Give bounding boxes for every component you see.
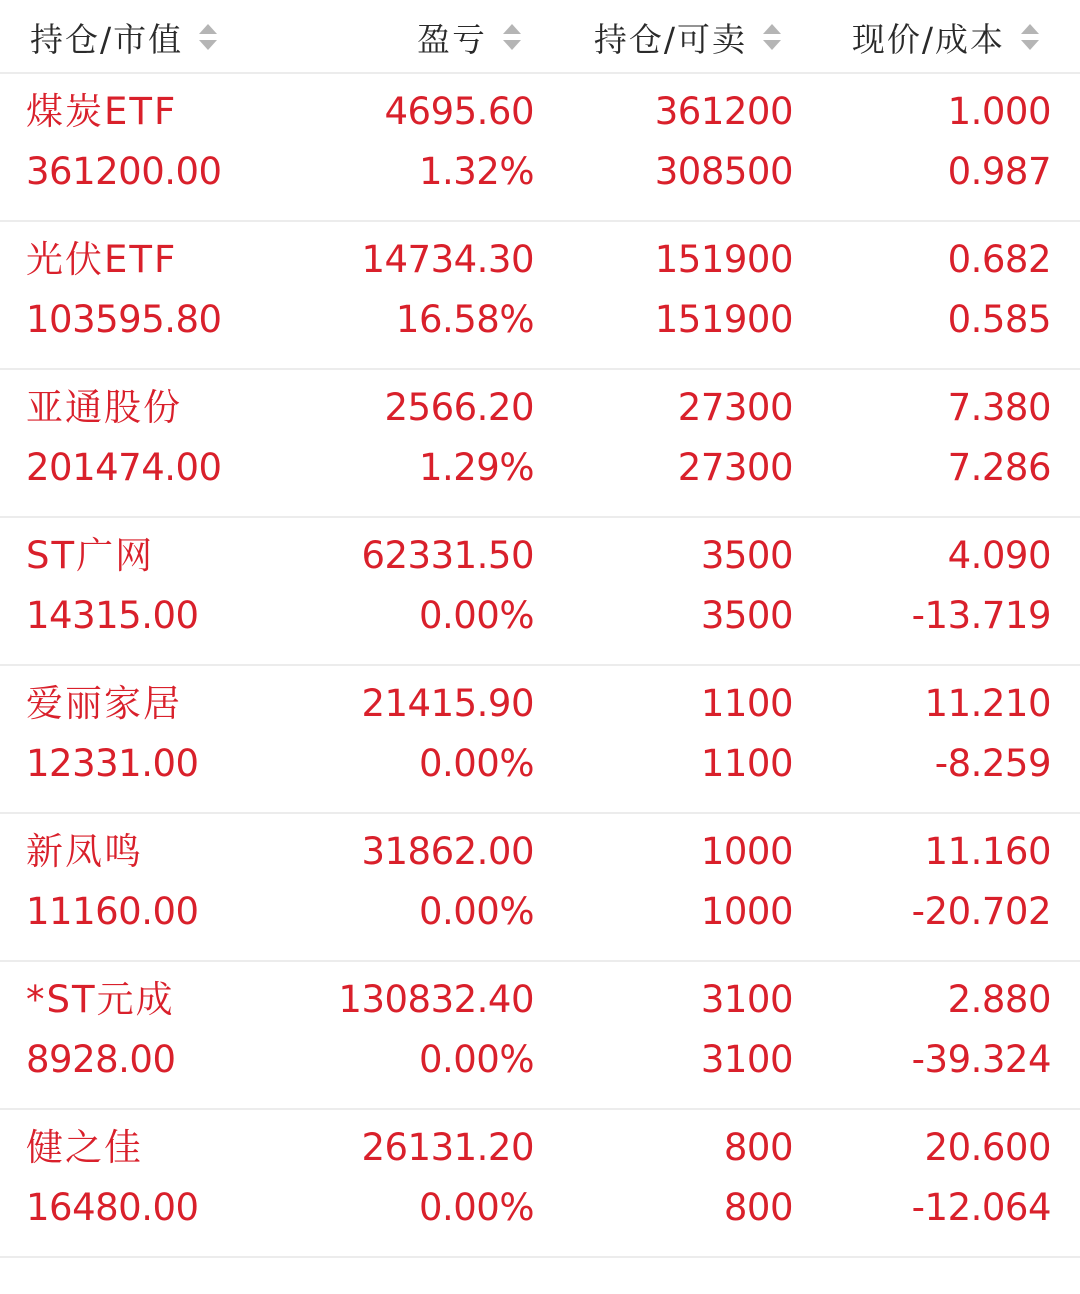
header-position-sellable[interactable]	[594, 0, 785, 74]
pnl-amount: 2566.20	[384, 386, 534, 429]
position-qty: 151900	[654, 238, 793, 281]
market-value: 361200.00	[26, 150, 222, 193]
stock-name: 爱丽家居	[26, 682, 182, 725]
stock-name: 健之佳	[26, 1126, 143, 1169]
market-value: 12331.00	[26, 742, 199, 785]
current-price: 7.380	[947, 386, 1051, 429]
header-label: 盈亏	[417, 19, 487, 59]
stock-name: 新凤鸣	[26, 830, 143, 873]
header-label: 持仓/市值	[30, 19, 184, 59]
cost-price: -39.324	[911, 1038, 1051, 1081]
pnl-percent: 1.29%	[418, 446, 534, 489]
holding-row[interactable]	[0, 370, 1080, 518]
header-label: 持仓/可卖	[593, 19, 747, 59]
position-qty: 361200	[654, 90, 793, 133]
holding-row[interactable]	[0, 814, 1080, 962]
position-qty: 27300	[677, 386, 793, 429]
sellable-qty: 1100	[700, 742, 793, 785]
stock-name: 光伏ETF	[26, 238, 178, 281]
sellable-qty: 27300	[677, 446, 793, 489]
market-value: 8928.00	[26, 1038, 176, 1081]
sellable-qty: 1000	[700, 890, 793, 933]
current-price: 11.160	[924, 830, 1051, 873]
header-price-cost[interactable]	[852, 0, 1043, 74]
position-qty: 800	[723, 1126, 793, 1169]
sellable-qty: 800	[723, 1186, 793, 1229]
position-qty: 3500	[700, 534, 793, 577]
cost-price: -20.702	[911, 890, 1051, 933]
cost-price: -8.259	[934, 742, 1051, 785]
cost-price: -13.719	[911, 594, 1051, 637]
stock-name: *ST元成	[26, 978, 175, 1021]
table-header	[0, 0, 1080, 74]
pnl-amount: 26131.20	[361, 1126, 534, 1169]
market-value: 11160.00	[26, 890, 199, 933]
sort-icon[interactable]	[501, 20, 525, 54]
position-qty: 1000	[700, 830, 793, 873]
cost-price: 7.286	[947, 446, 1051, 489]
stock-name: 亚通股份	[26, 386, 182, 429]
market-value: 103595.80	[26, 298, 222, 341]
current-price: 2.880	[947, 978, 1051, 1021]
holding-row[interactable]	[0, 1110, 1080, 1258]
pnl-amount: 31862.00	[361, 830, 534, 873]
holding-row[interactable]	[0, 666, 1080, 814]
stock-name: ST广网	[26, 534, 155, 577]
header-label: 现价/成本	[851, 19, 1005, 59]
sellable-qty: 3100	[700, 1038, 793, 1081]
sellable-qty: 3500	[700, 594, 793, 637]
pnl-amount: 21415.90	[361, 682, 534, 725]
pnl-amount: 130832.40	[338, 978, 534, 1021]
sort-icon[interactable]	[197, 20, 221, 54]
current-price: 11.210	[924, 682, 1051, 725]
current-price: 0.682	[947, 238, 1051, 281]
holding-row[interactable]	[0, 518, 1080, 666]
cost-price: 0.987	[947, 150, 1051, 193]
pnl-percent: 0.00%	[418, 1186, 534, 1229]
cost-price: 0.585	[947, 298, 1051, 341]
pnl-percent: 16.58%	[395, 298, 534, 341]
current-price: 4.090	[947, 534, 1051, 577]
market-value: 16480.00	[26, 1186, 199, 1229]
pnl-amount: 4695.60	[384, 90, 534, 133]
pnl-amount: 62331.50	[361, 534, 534, 577]
pnl-percent: 0.00%	[418, 742, 534, 785]
current-price: 1.000	[947, 90, 1051, 133]
sort-icon[interactable]	[761, 20, 785, 54]
header-pnl[interactable]	[417, 0, 525, 74]
cost-price: -12.064	[911, 1186, 1051, 1229]
current-price: 20.600	[924, 1126, 1051, 1169]
pnl-percent: 0.00%	[418, 890, 534, 933]
market-value: 201474.00	[26, 446, 222, 489]
sellable-qty: 308500	[654, 150, 793, 193]
sort-icon[interactable]	[1019, 20, 1043, 54]
market-value: 14315.00	[26, 594, 199, 637]
pnl-percent: 0.00%	[418, 594, 534, 637]
pnl-percent: 1.32%	[418, 150, 534, 193]
position-qty: 3100	[700, 978, 793, 1021]
position-qty: 1100	[700, 682, 793, 725]
pnl-amount: 14734.30	[361, 238, 534, 281]
header-holding-value[interactable]	[30, 0, 221, 74]
holding-row[interactable]	[0, 962, 1080, 1110]
pnl-percent: 0.00%	[418, 1038, 534, 1081]
sellable-qty: 151900	[654, 298, 793, 341]
stock-name: 煤炭ETF	[26, 90, 178, 133]
holding-row[interactable]	[0, 222, 1080, 370]
holding-row[interactable]	[0, 74, 1080, 222]
